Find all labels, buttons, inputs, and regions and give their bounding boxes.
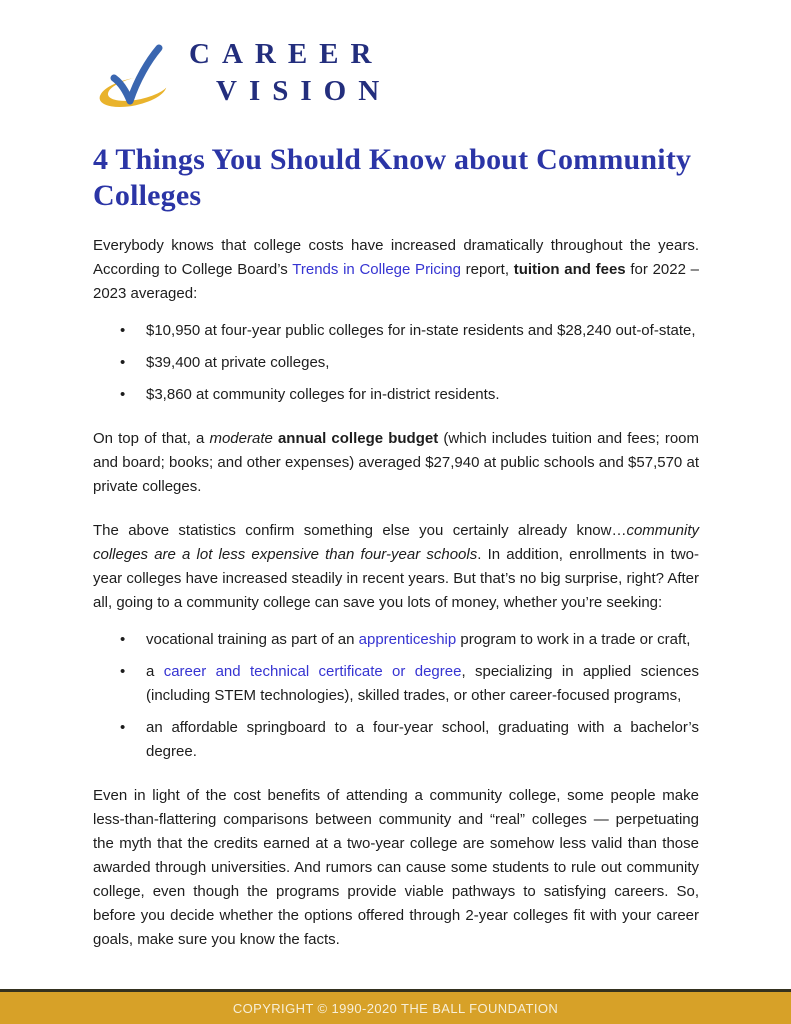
- footer-copyright: COPYRIGHT © 1990-2020 THE BALL FOUNDATION: [232, 1000, 559, 1016]
- text-segment: $10,950 at four-year public colleges for in-state residents and $28,240 out-of-state,: [146, 322, 696, 339]
- seeking-bullet-list: [93, 628, 699, 764]
- list-item: [93, 319, 699, 343]
- paragraph-myths: [93, 784, 699, 952]
- paragraph-intro: [93, 234, 699, 306]
- text-segment: The above statistics confirm something else you certainly already know…: [93, 522, 627, 539]
- text-segment: On top of that, a: [93, 430, 210, 447]
- text-link[interactable]: career and technical certificate or degree: [163, 663, 462, 680]
- text-segment: vocational training as part of an: [146, 631, 359, 648]
- logo-wordmark: [189, 33, 391, 110]
- page-title: 4 Things You Should Know about Community Colleges: [93, 143, 692, 212]
- text-segment: a: [146, 663, 164, 680]
- list-item: [93, 383, 699, 407]
- text-segment: (which includes tuition and fees; room and board; books; and other expenses) averaged $27,940 at public schools and $57,570 at private colleges.: [93, 430, 700, 495]
- footer-band: [0, 989, 791, 1024]
- text-link[interactable]: Trends in College Pricing: [292, 261, 461, 278]
- text-segment: $3,860 at community colleges for in-district residents.: [146, 386, 500, 403]
- list-item: [93, 660, 699, 708]
- logo-wordmark-line1: CAREER: [189, 38, 384, 70]
- text-segment: . In addition, enrollments in two-year colleges have increased steadily in recent years. But that’s no big surprise, right? After all, going to a community college can save you lots of money, whether you’re seeking:: [93, 546, 699, 611]
- list-item: [93, 628, 699, 652]
- text-segment: Everybody knows that college costs have increased dramatically throughout the years. According to College Board’s: [93, 237, 699, 278]
- paragraph-statistics: [93, 519, 699, 615]
- text-segment: moderate: [209, 430, 273, 447]
- checkmark-swoosh-icon: [93, 33, 179, 115]
- list-item: [93, 351, 699, 375]
- text-segment: $39,400 at private colleges,: [146, 354, 330, 371]
- text-segment: report,: [460, 261, 514, 278]
- text-segment: an affordable springboard to a four-year school, graduating with a bachelor’s degree.: [146, 719, 699, 760]
- text-segment: program to work in a trade or craft,: [456, 631, 691, 648]
- text-segment: community colleges are a lot less expensive than four-year schools: [93, 522, 699, 563]
- career-vision-logo: [93, 33, 699, 115]
- tuition-bullet-list: [93, 319, 699, 407]
- text-segment: Even in light of the cost benefits of attending a community college, some people make less-than-flattering comparisons between community and “real” colleges — perpetuating the myth that the credits earned at a two-year college are somehow less valid than those awarded through universities. And rumors can cause some students to rule out community college, even though the programs provide viable pathways to satisfying careers. So, before you decide whether the options offered through 2-year colleges fit with your career goals, make sure you know the facts.: [93, 787, 699, 948]
- list-item: [93, 716, 699, 764]
- text-segment: for 2022 – 2023 averaged:: [93, 261, 699, 302]
- text-segment: , specializing in applied sciences (including STEM technologies), skilled trades, or other career-focused programs,: [146, 663, 699, 704]
- logo-wordmark-line2: VISION: [216, 75, 392, 107]
- text-segment: annual college budget: [277, 430, 439, 447]
- paragraph-budget: [93, 427, 699, 499]
- text-link[interactable]: apprenticeship: [358, 631, 457, 648]
- text-segment: tuition and fees: [513, 261, 626, 278]
